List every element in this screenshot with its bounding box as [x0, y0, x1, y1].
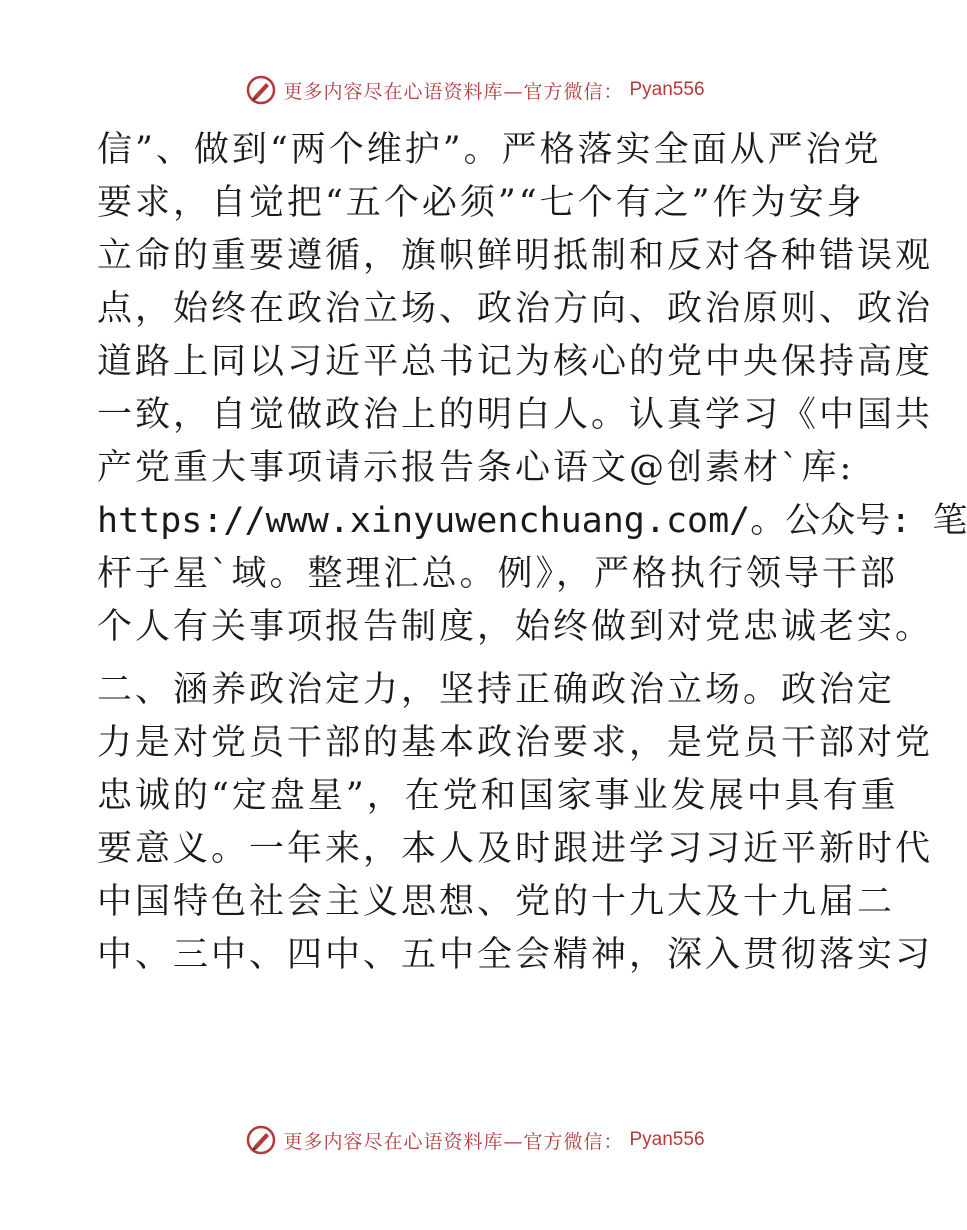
text-line: 道路上同以习近平总书记为核心的党中央保持高度 [97, 342, 934, 382]
text-line: 中、三中、四中、五中全会精神，深入贯彻落实习 [97, 935, 934, 975]
text-line: 忠诚的“定盘星”，在党和国家事业发展中具有重 [97, 776, 899, 816]
document-body [97, 124, 967, 982]
banner-text: 更多内容尽在心语资料库—官方微信： [283, 1130, 624, 1153]
text-line: 产党重大事项请示报告条心语文@创素材`库: [97, 448, 855, 488]
text-line: 一致，自觉做政治上的明白人。认真学习《中国共 [97, 395, 934, 435]
footer-watermark-banner [0, 1120, 950, 1160]
paragraph-gap [97, 654, 857, 664]
text-line: 杆子星`域。整理汇总。例》，严格执行领导干部 [97, 554, 899, 594]
header-watermark-banner [0, 70, 950, 110]
text-line: 信”、做到“两个维护”。严格落实全面从严治党 [97, 130, 882, 170]
pen-logo-icon [245, 74, 277, 106]
text-line: 力是对党员干部的基本政治要求，是党员干部对党 [97, 723, 934, 763]
banner-text: 更多内容尽在心语资料库—官方微信： [283, 80, 624, 103]
banner-wechat-id: Pyan556 [629, 79, 705, 100]
pen-logo-icon [245, 1124, 277, 1156]
text-line: 点，始终在政治立场、政治方向、政治原则、政治 [97, 289, 934, 329]
text-line: 中国特色社会主义思想、党的十九大及十九届二 [97, 882, 896, 922]
url-line: https://www.xinyuwenchuang.com/。公众号: 笔 [97, 501, 967, 541]
section-heading-line: 二、涵养政治定力，坚持正确政治立场。政治定 [97, 670, 896, 710]
text-line: 要求，自觉把“五个必须”“七个有之”作为安身 [97, 183, 865, 223]
banner-wechat-id: Pyan556 [629, 1129, 705, 1150]
text-line: 要意义。一年来，本人及时跟进学习习近平新时代 [97, 829, 934, 869]
text-line: 立命的重要遵循，旗帜鲜明抵制和反对各种错误观 [97, 236, 934, 276]
text-line: 个人有关事项报告制度，始终做到对党忠诚老实。 [97, 607, 934, 647]
